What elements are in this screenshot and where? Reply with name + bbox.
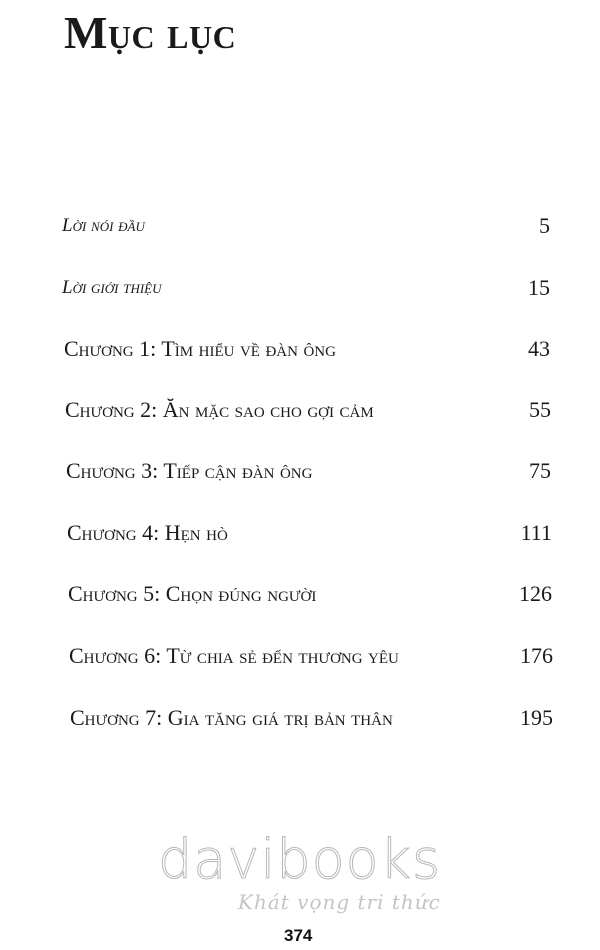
toc-entry-chapter-5 bbox=[68, 576, 552, 612]
toc-entry-chapter-6 bbox=[69, 638, 553, 674]
page-number: 374 bbox=[284, 926, 313, 945]
watermark-brand: davibooks bbox=[158, 828, 442, 891]
toc-entry-chapter-2 bbox=[65, 392, 551, 428]
toc-entry-title: Chương 3: Tiếp cận đàn ông bbox=[66, 458, 313, 483]
toc-entry-page: 15 bbox=[528, 275, 550, 300]
toc-entry-title: Chương 2: Ăn mặc sao cho gợi cảm bbox=[65, 397, 374, 422]
toc-entry-page: 176 bbox=[520, 643, 553, 668]
toc-entry-title: Chương 1: Tìm hiểu về đàn ông bbox=[64, 336, 336, 361]
watermark-tagline: Khát vọng tri thức bbox=[238, 890, 441, 914]
toc-entry-page: 55 bbox=[529, 397, 551, 422]
toc-entry-chapter-4 bbox=[67, 515, 552, 551]
toc-entry-page: 75 bbox=[529, 458, 551, 483]
toc-entry-chapter-1 bbox=[64, 331, 550, 367]
toc-entry-page: 195 bbox=[520, 705, 553, 730]
toc-entry-title: Lời giới thiệu bbox=[62, 277, 162, 298]
toc-entry-title: Chương 4: Hẹn hò bbox=[67, 520, 228, 545]
page-title: Mục lục bbox=[64, 7, 237, 58]
toc-entry-page: 111 bbox=[520, 520, 552, 545]
toc-entry-page: 43 bbox=[528, 336, 550, 361]
toc-entry-title: Chương 6: Từ chia sẻ đến thương yêu bbox=[69, 643, 399, 668]
toc-entry-page: 126 bbox=[519, 581, 552, 606]
toc-entry-introduction bbox=[62, 270, 550, 306]
toc-entry-title: Chương 7: Gia tăng giá trị bản thân bbox=[70, 705, 393, 730]
toc-entry-preface bbox=[62, 208, 550, 244]
toc-entry-title: Lời nói đầu bbox=[62, 215, 145, 236]
toc-entry-chapter-3 bbox=[66, 453, 551, 489]
toc-entry-title: Chương 5: Chọn đúng người bbox=[68, 581, 317, 606]
toc-entry-page: 5 bbox=[539, 213, 550, 238]
watermark bbox=[158, 830, 458, 920]
toc-entry-chapter-7 bbox=[70, 700, 553, 736]
